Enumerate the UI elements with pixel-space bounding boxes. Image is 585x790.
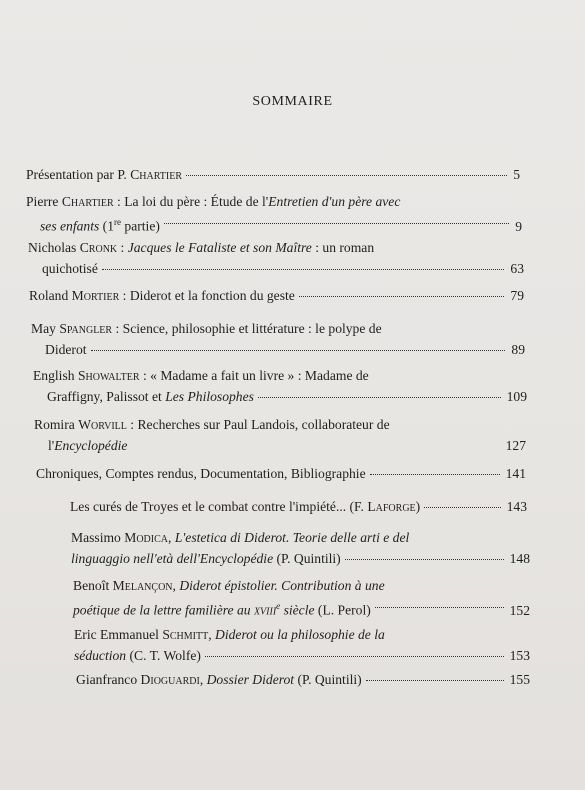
page-number: 5 <box>513 167 520 182</box>
page-number: 143 <box>506 499 527 514</box>
entry-text: Pierre <box>26 194 62 209</box>
author-name: Laforge <box>367 499 416 514</box>
entry-text: Les curés de Troyes et le combat contre l'impiété... (F. <box>70 499 368 514</box>
work-title: linguaggio nell'età dell'Encyclopédie <box>71 551 274 566</box>
dot-leader <box>164 223 509 224</box>
toc-entry <box>29 285 524 306</box>
entry-text: Chroniques, Comptes rendus, Documentation, Bibliographie <box>36 466 366 481</box>
superscript: e <box>276 601 281 611</box>
work-title: Dossier Diderot <box>206 672 295 687</box>
entry-text: , <box>168 530 175 545</box>
page-number: 79 <box>510 288 524 303</box>
dot-leader <box>375 607 504 608</box>
entry-text: l' <box>48 438 55 453</box>
entry-text: Présentation par P. <box>26 167 131 182</box>
work-title: poétique de la lettre familière au <box>73 602 254 618</box>
entry-text: Roland <box>29 288 72 303</box>
toc-entry <box>33 365 527 407</box>
work-title: Diderot ou la philosophie de la <box>215 627 385 642</box>
entry-text: : Science, philosophie et littérature : le polype de <box>112 321 382 336</box>
toc-entry <box>26 191 522 233</box>
entry-text: English <box>33 368 78 383</box>
dot-leader <box>345 559 504 560</box>
work-title: Les Philosophes <box>165 389 254 404</box>
toc-entry <box>74 624 530 666</box>
dot-leader <box>424 507 500 508</box>
toc-entry <box>26 164 520 185</box>
page-number: 155 <box>509 672 530 687</box>
author-name: Chartier <box>61 194 114 209</box>
entry-text: May <box>31 321 60 336</box>
page-number: 63 <box>510 261 524 276</box>
entry-text: (P. Quintili) <box>294 672 362 687</box>
toc-entry <box>70 496 527 517</box>
page-number: 148 <box>509 551 530 566</box>
toc-entry <box>71 527 530 569</box>
author-name: Modica <box>124 530 169 545</box>
author-name: Dioguardi <box>140 672 200 687</box>
entry-text: Romira <box>34 417 79 432</box>
author-name: Showalter <box>77 368 140 383</box>
entry-text: quichotisé <box>42 261 98 276</box>
entry-text: (C. T. Wolfe) <box>126 648 201 663</box>
work-title: siècle <box>280 602 315 618</box>
page-number: 9 <box>515 218 522 234</box>
entry-text: Eric Emmanuel <box>74 627 163 642</box>
work-title: L'estetica di Diderot. Teorie delle arti e del <box>174 530 410 545</box>
author-name: Schmitt <box>162 627 209 642</box>
toc-entry <box>28 237 524 279</box>
author-name: Chartier <box>130 167 182 182</box>
entry-text: Graffigny, Palissot et <box>47 389 166 404</box>
toc-entry <box>34 414 526 456</box>
entry-text: Benoît <box>73 578 113 593</box>
entry-text: (L. Perol) <box>314 602 371 618</box>
work-title: xviii <box>253 602 277 618</box>
toc-entry <box>31 318 525 360</box>
entry-text: Nicholas <box>28 240 80 255</box>
entry-text: Massimo <box>71 530 125 545</box>
entry-text: : Diderot et la fonction du geste <box>119 288 295 303</box>
toc-entry <box>76 669 530 690</box>
dot-leader <box>299 296 505 297</box>
work-title: Jacques le Fataliste et son Maître <box>127 240 312 255</box>
entry-text: , <box>208 627 216 642</box>
author-name: Mortier <box>71 288 120 303</box>
work-title: ses enfants <box>40 218 100 234</box>
toc-entry <box>73 575 530 617</box>
entry-text: ) <box>415 499 421 514</box>
entry-text: : un roman <box>311 240 375 255</box>
entry-text: : Recherches sur Paul Landois, collaborateur de <box>126 417 390 432</box>
work-title: Diderot épistolier. Contribution à une <box>179 578 385 593</box>
work-title: Entretien d'un père avec <box>268 194 401 209</box>
author-name: Cronk <box>79 240 118 255</box>
page-number: 141 <box>505 466 526 481</box>
author-name: Melançon <box>112 578 173 593</box>
entry-text: : La loi du père : Étude de l' <box>113 194 269 209</box>
author-name: Worvill <box>78 417 127 432</box>
entry-text: , <box>172 578 180 593</box>
dot-leader <box>102 269 505 270</box>
entry-text: (P. Quintili) <box>273 551 341 566</box>
page-title: SOMMAIRE <box>252 94 333 109</box>
dot-leader <box>205 656 504 657</box>
dot-leader <box>91 350 506 351</box>
dot-leader <box>258 397 501 398</box>
page-number: 152 <box>509 602 530 618</box>
page-number: 89 <box>511 342 525 357</box>
page-number: 153 <box>509 648 530 663</box>
entry-text: (1 <box>99 218 115 234</box>
entry-text: Gianfranco <box>76 672 141 687</box>
entry-text: Diderot <box>45 342 87 357</box>
dot-leader <box>186 175 507 176</box>
page-number: 127 <box>505 438 526 453</box>
work-title: séduction <box>74 648 127 663</box>
entry-text: partie) <box>121 218 160 234</box>
dot-leader <box>370 474 500 475</box>
author-name: Spangler <box>59 321 113 336</box>
page-number: 109 <box>506 389 527 404</box>
entry-text: : « Madame a fait un livre » : Madame de <box>139 368 369 383</box>
entry-text: : <box>117 240 128 255</box>
toc-entry <box>36 463 526 484</box>
work-title: Encyclopédie <box>54 438 128 453</box>
entry-text: , <box>199 672 207 687</box>
superscript: re <box>114 217 122 227</box>
dot-leader <box>131 446 499 447</box>
dot-leader <box>366 680 504 681</box>
